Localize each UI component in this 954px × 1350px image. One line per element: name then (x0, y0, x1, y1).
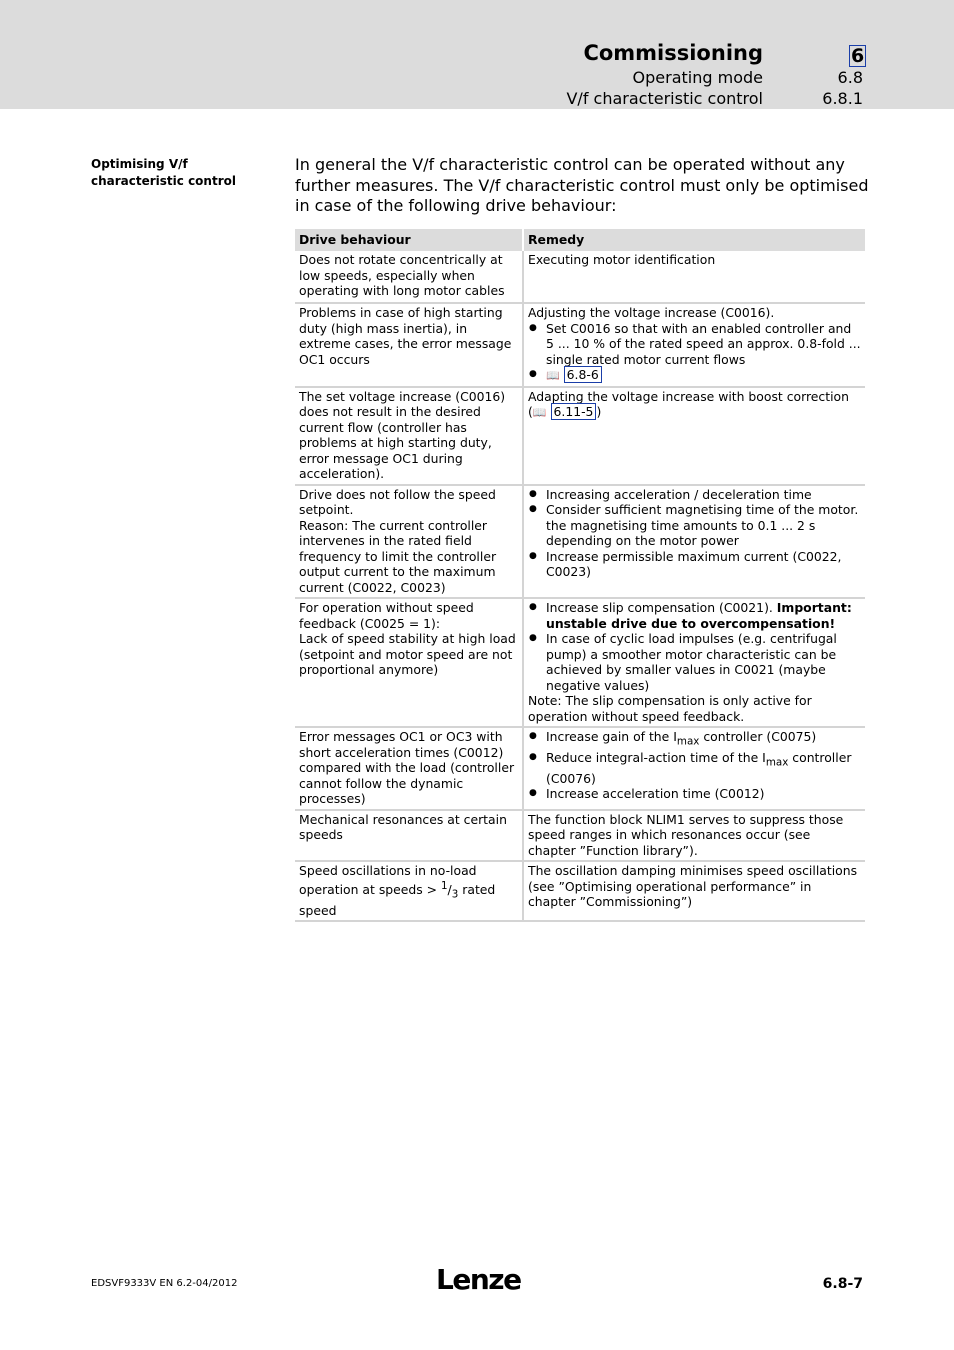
subscript: max (765, 756, 789, 769)
item-text: rated speed (299, 881, 496, 918)
remedy-cell (523, 598, 865, 727)
behaviour-remedy-table (295, 229, 865, 922)
item-text: Reduce integral-action time of the I (546, 749, 766, 765)
remedy-cell: Executing motor identification (523, 251, 865, 303)
behaviour-cell: For operation without speed feedback (C0025 = 1): Lack of speed stability at high load (setpoint and motor speed are not proportional anymore) (295, 598, 523, 727)
remedy-cell (523, 303, 865, 387)
remedy-list (528, 487, 861, 580)
side-label: Optimising V/f characteristic control (91, 157, 236, 188)
remedy-list (528, 729, 861, 802)
page-number: 6.8-7 (822, 1276, 863, 1292)
table-row (295, 485, 865, 599)
important-warning: Important: unstable drive due to overcompensation! (546, 600, 852, 631)
chapter-number[interactable]: 6 (851, 45, 865, 67)
document-id: EDSVF9333V EN 6.2-04/2012 (91, 1278, 238, 1289)
list-item (528, 367, 861, 384)
page-header (0, 0, 954, 109)
intro-paragraph: In general the V/f characteristic control can be operated without any further measures. The V/f characteristic control must only be optimised in case of the following drive behaviour: (295, 155, 869, 215)
behaviour-cell: Problems in case of high starting duty (high mass inertia), in extreme cases, the error message OC1 occurs (295, 303, 523, 387)
list-item: ● Set C0016 so that with an enabled controller and 5 ... 10 % of the rated speed an approx. 0.8-fold ... single rated motor current flows (528, 321, 861, 368)
remedy-cell: The oscillation damping minimises speed oscillations (see ”Optimising operational performance” in chapter ”Commissioning”) (523, 861, 865, 921)
remedy-list (528, 321, 861, 384)
list-item: ● Increase acceleration time (C0012) (528, 786, 861, 802)
remedy-cell (523, 727, 865, 810)
list-item: ● Increasing acceleration / deceleration time (528, 487, 861, 503)
item-text: controller (C0075) (699, 729, 817, 744)
remedy-cell (523, 387, 865, 485)
subscript: 3 (451, 888, 459, 901)
chapter-title: Commissioning (583, 41, 763, 65)
remedy-cell (523, 485, 865, 599)
page-reference-link[interactable]: 6.11-5 (551, 403, 597, 420)
section-title: Operating mode (632, 68, 763, 87)
behaviour-cell: Drive does not follow the speed setpoint. Reason: The current controller intervenes in the rated field frequency to limit the controller output current to the maximum current (C0022, C0023) (295, 485, 523, 599)
behaviour-cell: Error messages OC1 or OC3 with short acceleration times (C0012) compared with the load (controller cannot follow the dynamic processes) (295, 727, 523, 810)
header-drive-behaviour: Drive behaviour (295, 229, 523, 251)
table-row (295, 810, 865, 862)
table-row (295, 303, 865, 387)
subscript: max (676, 735, 700, 748)
remedy-list (528, 600, 861, 693)
book-icon: 📖 (546, 369, 560, 382)
remedy-cell: The function block NLIM1 serves to suppress those speed ranges in which resonances occur (see chapter ”Function library”). (523, 810, 865, 862)
page-reference-link[interactable]: 6.8-6 (564, 366, 602, 383)
behaviour-cell (295, 861, 523, 921)
superscript: 1 (440, 879, 448, 892)
section-number: 6.8 (837, 68, 863, 87)
behaviour-cell: Does not rotate concentrically at low speeds, especially when operating with long motor cables (295, 251, 523, 303)
list-item: ● Consider sufficient magnetising time of the motor. the magnetising time amounts to 0.1 ... 2 s depending on the motor power (528, 502, 861, 549)
list-item (528, 750, 861, 786)
table-row (295, 861, 865, 921)
remedy-text-close: ) (596, 404, 602, 419)
behaviour-cell: The set voltage increase (C0016) does not result in the desired current flow (controller has problems at high starting duty, error message OC1 during acceleration). (295, 387, 523, 485)
table-row (295, 727, 865, 810)
remedy-text: Adjusting the voltage increase (C0016). (528, 305, 775, 320)
item-text: controller (C0076) (546, 749, 852, 786)
item-text: Speed oscillations in no-load operation at speeds > (299, 863, 477, 897)
list-item: ● Increase permissible maximum current (C0022, C0023) (528, 549, 861, 580)
table-row (295, 387, 865, 485)
behaviour-cell: Mechanical resonances at certain speeds (295, 810, 523, 862)
remedy-note: Note: The slip compensation is only active for operation without speed feedback. (528, 693, 812, 724)
lenze-logo: Lenze (436, 1263, 521, 1296)
subsection-title: V/f characteristic control (566, 89, 763, 108)
table-row (295, 598, 865, 727)
list-item (528, 600, 861, 631)
list-item (528, 729, 861, 750)
fraction-slash: / (447, 881, 452, 897)
subsection-number: 6.8.1 (822, 89, 863, 108)
item-text: Increase slip compensation (C0021). (546, 600, 773, 615)
remedy-text: Adapting the voltage increase with boost correction ( (528, 388, 849, 419)
list-item: ● In case of cyclic load impulses (e.g. centrifugal pump) a smoother motor characteristic can be achieved by smaller values in C0021 (maybe negative values) (528, 631, 861, 693)
item-text: Increase gain of the I (546, 729, 677, 744)
header-remedy: Remedy (523, 229, 865, 251)
book-icon: 📖 (532, 406, 547, 419)
table-row (295, 251, 865, 303)
